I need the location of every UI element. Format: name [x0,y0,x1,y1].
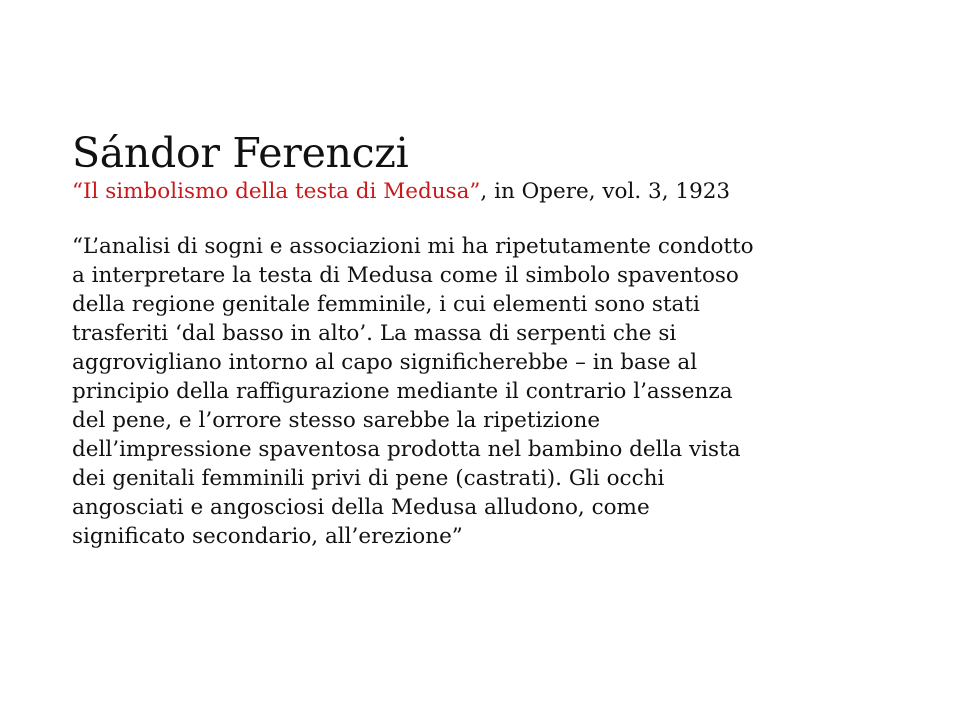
slide-content [72,128,892,551]
quote-line: della regione genitale femminile, i cui elementi sono stati [72,292,700,317]
quote-line: dei genitali femminili privi di pene (castrati). Gli occhi [72,466,665,491]
quote-line: dell’impressione spaventosa prodotta nel bambino della vista [72,437,741,462]
author-name: Sándor Ferenczi [72,129,409,177]
source-citation [72,178,892,206]
quote-line: del pene, e l’orrore stesso sarebbe la ripetizione [72,408,601,433]
quote-line: aggrovigliano intorno al capo significherebbe – in base al [72,350,698,375]
quote-line: trasferiti ‘dal basso in alto’. La massa di serpenti che si [72,321,677,346]
source-details: , in Opere, vol. 3, 1923 [480,179,731,204]
quote-line: principio della raffigurazione mediante il contrario l’assenza [72,379,733,404]
quote-text [72,232,892,551]
quote-line: a interpretare la testa di Medusa come il simbolo spaventoso [72,263,739,288]
quote-line: significato secondario, all’erezione” [72,524,463,549]
quote-line: angosciati e angosciosi della Medusa alludono, come [72,495,650,520]
source-title: “Il simbolismo della testa di Medusa” [72,179,481,204]
quote-line: “L’analisi di sogni e associazioni mi ha ripetutamente condotto [72,234,754,259]
